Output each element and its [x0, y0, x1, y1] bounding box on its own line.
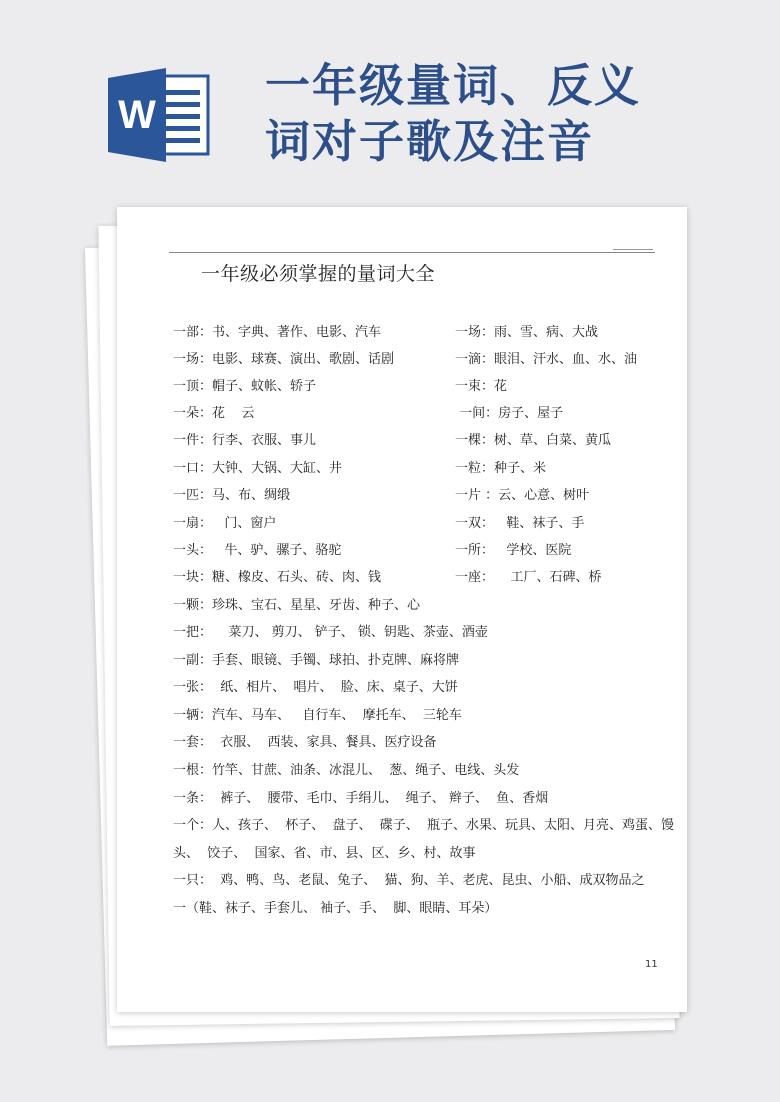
- item-left: 一朵：花 云: [173, 406, 255, 421]
- list-item: [173, 674, 663, 701]
- list-item: [173, 592, 663, 619]
- item-left: 一扇： 门、窗户: [173, 516, 277, 531]
- item-left: 一口：大钟、大锅、大缸、井: [173, 461, 343, 476]
- list-item: [173, 785, 663, 812]
- item-left: 一头： 牛、驴、骡子、骆驼: [173, 543, 342, 558]
- page-number: 11: [645, 959, 658, 970]
- title-line-1: 一年级量词、反义: [265, 59, 642, 112]
- item-left: 一副：手套、眼镜、手镯、球拍、扑克牌、麻将牌: [173, 653, 460, 668]
- list-item: [173, 729, 663, 756]
- document-title: 一年级必须掌握的量词大全: [201, 263, 436, 285]
- item-left: 一匹：马、布、绸缎: [173, 488, 291, 503]
- list-item: [173, 346, 663, 373]
- list-item: [173, 867, 663, 894]
- item-left: 一（鞋、袜子、手套儿、 袖子、手、 脚、眼睛、耳朵）: [173, 901, 498, 916]
- item-right: 一棵：树、草、白菜、黄瓜: [455, 433, 612, 448]
- item-left: 一场：电影、球赛、演出、歌剧、话剧: [173, 352, 395, 367]
- list-item: [173, 647, 663, 674]
- item-left: 一部：书、字典、著作、电影、汽车: [173, 325, 382, 340]
- item-right: 一座： 工厂、石碑、桥: [455, 570, 602, 585]
- word-document-icon: [108, 68, 212, 162]
- list-item: [173, 812, 675, 839]
- item-right: 一所： 学校、医院: [455, 543, 572, 558]
- list-item: [173, 373, 663, 400]
- page-title: [265, 58, 765, 170]
- item-left: 一张： 纸、相片、 唱片、 脸、床、桌子、大饼: [173, 680, 458, 695]
- item-left: 一根：竹竿、甘蔗、油条、冰混儿、 葱、绳子、电线、头发: [173, 763, 520, 778]
- header-rule-mark: [613, 249, 653, 250]
- item-left: 一只： 鸡、鸭、鸟、老鼠、兔子、 猫、狗、羊、老虎、昆虫、小船、成双物品之: [173, 873, 645, 888]
- list-item: [173, 619, 663, 646]
- list-item: [173, 564, 663, 591]
- list-item: [173, 757, 663, 784]
- item-right: 一双： 鞋、袜子、手: [455, 516, 585, 531]
- item-right: 一间：房子、屋子: [455, 406, 564, 421]
- item-left: 一个：人、孩子、 杯子、 盘子、 碟子、 瓶子、水果、玩具、太阳、月亮、鸡蛋、馒: [173, 818, 675, 833]
- item-left: 一条： 裤子、 腰带、毛巾、手绢儿、 绳子、 辫子、 鱼、香烟: [173, 791, 549, 806]
- page-header: [0, 0, 780, 200]
- document-page: [117, 207, 687, 1012]
- list-item: [173, 455, 663, 482]
- list-item: [173, 510, 663, 537]
- list-item: [173, 319, 663, 346]
- item-right: 一束：花: [455, 379, 508, 394]
- item-left: 一顶：帽子、蚊帐、轿子: [173, 379, 317, 394]
- item-right: 一滴：眼泪、汗水、血、水、油: [455, 352, 638, 367]
- item-right: 一片 ：云、心意、树叶: [455, 488, 590, 503]
- item-left: 头、 饺子、 国家、省、市、县、区、乡、村、故事: [173, 846, 476, 861]
- word-icon-letter: W: [118, 93, 156, 137]
- item-right: 一场：雨、雪、病、大战: [455, 325, 599, 340]
- list-item: [173, 702, 663, 729]
- list-item: [173, 840, 663, 867]
- item-left: 一套： 衣服、 西装、家具、餐具、医疗设备: [173, 735, 437, 750]
- list-item: [173, 482, 663, 509]
- item-left: 一把： 菜刀、 剪刀、 铲子、 锁、钥匙、茶壶、酒壶: [173, 625, 488, 640]
- item-left: 一辆：汽车、马车、 自行车、 摩托车、 三轮车: [173, 708, 462, 723]
- item-left: 一颗：珍珠、宝石、星星、牙齿、种子、心: [173, 598, 421, 613]
- list-item: [173, 537, 663, 564]
- header-rule: [169, 252, 655, 253]
- item-left: 一块：糖、橡皮、石头、砖、肉、钱: [173, 570, 382, 585]
- item-right: 一粒：种子、米: [455, 461, 547, 476]
- item-left: 一件：行李、衣服、事儿: [173, 433, 317, 448]
- title-line-2: 词对子歌及注音: [265, 115, 595, 168]
- list-item: [173, 400, 663, 427]
- list-item: [173, 427, 663, 454]
- list-item: [173, 895, 663, 922]
